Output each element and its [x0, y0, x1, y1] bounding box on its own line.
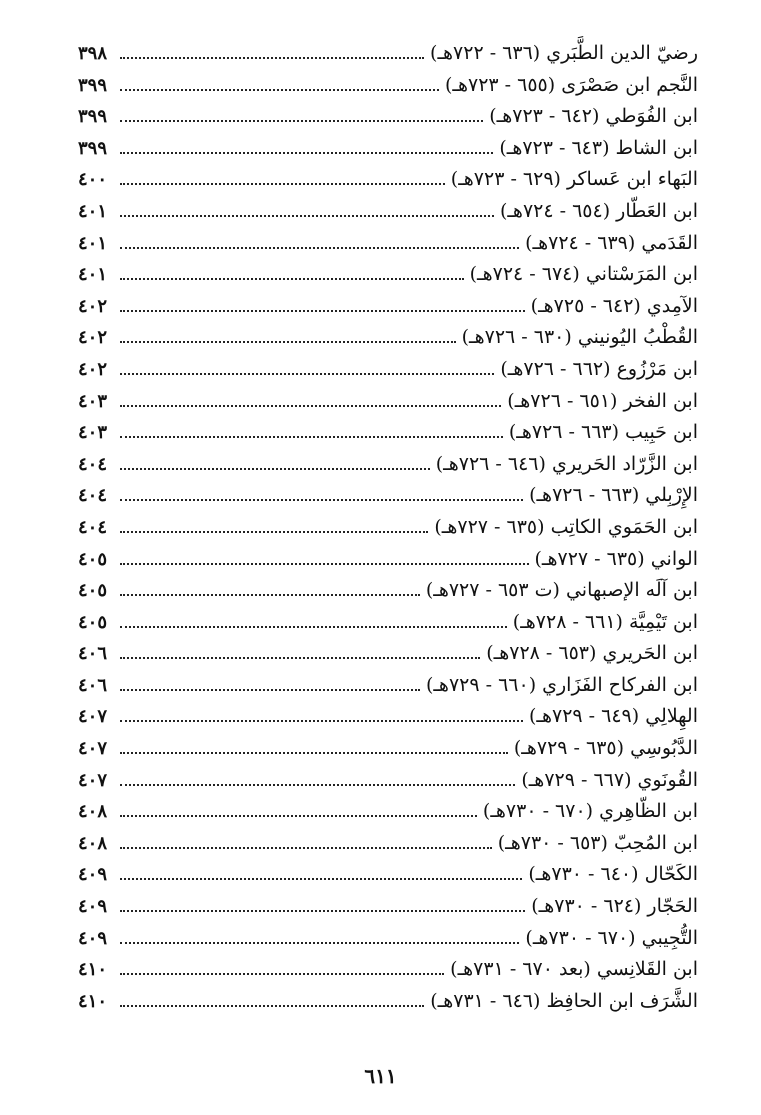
toc-entry: [78, 670, 698, 702]
toc-entry-title: ابن الظّاهِري (٦٧٠ - ٧٣٠هـ): [482, 800, 698, 823]
dot-leader: [120, 310, 525, 312]
table-of-contents: [78, 38, 698, 1017]
dot-leader: [120, 373, 494, 375]
toc-entry: [78, 228, 698, 260]
toc-entry-title: ابن تَيْمِيَّة (٦٦١ - ٧٢٨هـ): [512, 610, 698, 633]
toc-entry-title: ابن المُحِبّ (٦٥٣ - ٧٣٠هـ): [497, 831, 698, 854]
dot-leader: [120, 815, 477, 817]
toc-entry: [78, 638, 698, 670]
toc-entry-page: ٤٠٧: [78, 738, 108, 760]
toc-entry-title: الإِرْبِلي (٦٦٣ - ٧٢٦هـ): [529, 484, 698, 507]
toc-entry: [78, 765, 698, 797]
toc-entry-page: ٤٠٢: [78, 295, 108, 317]
toc-entry-page: ٤٠١: [78, 232, 108, 254]
dot-leader: [120, 910, 525, 912]
toc-entry-page: ٤٠٥: [78, 580, 108, 602]
toc-entry-page: ٤٠١: [78, 264, 108, 286]
toc-entry-title: ابن القَلانِسي (بعد ٦٧٠ - ٧٣١هـ): [450, 958, 698, 981]
toc-entry: [78, 986, 698, 1018]
toc-entry-title: البَهاء ابن عَساكر (٦٢٩ - ٧٢٣هـ): [450, 168, 698, 191]
toc-entry-page: ٤١٠: [78, 959, 108, 981]
dot-leader: [120, 215, 494, 217]
toc-entry-title: الدَّبُوسِي (٦٣٥ - ٧٢٩هـ): [513, 737, 698, 760]
toc-entry: [78, 923, 698, 955]
toc-entry: [78, 954, 698, 986]
toc-entry-title: ابن الفخر (٦٥١ - ٧٢٦هـ): [507, 389, 698, 412]
toc-entry: [78, 828, 698, 860]
dot-leader: [120, 942, 519, 944]
toc-entry: [78, 449, 698, 481]
toc-entry-page: ٣٩٩: [78, 106, 108, 128]
toc-entry: [78, 38, 698, 70]
toc-entry-page: ٤٠٥: [78, 548, 108, 570]
dot-leader: [120, 499, 523, 501]
dot-leader: [120, 689, 420, 691]
dot-leader: [120, 152, 493, 154]
dot-leader: [120, 247, 519, 249]
toc-entry-title: القُطْبُ اليُونيني (٦٣٠ - ٧٢٦هـ): [461, 326, 698, 349]
toc-entry: [78, 575, 698, 607]
toc-entry-page: ٤٠٦: [78, 643, 108, 665]
dot-leader: [120, 468, 430, 470]
dot-leader: [120, 847, 492, 849]
dot-leader: [120, 436, 503, 438]
dot-leader: [120, 752, 508, 754]
toc-entry: [78, 733, 698, 765]
dot-leader: [120, 784, 515, 786]
dot-leader: [120, 57, 424, 59]
toc-entry-title: ابن حَبِيب (٦٦٣ - ٧٢٦هـ): [508, 421, 698, 444]
toc-entry: [78, 386, 698, 418]
toc-entry-title: ابن المَرَسْتاني (٦٧٤ - ٧٢٤هـ): [469, 263, 698, 286]
dot-leader: [120, 341, 456, 343]
toc-entry-title: ابن الفُوَطي (٦٤٢ - ٧٢٣هـ): [489, 105, 698, 128]
dot-leader: [120, 720, 523, 722]
toc-entry: [78, 480, 698, 512]
dot-leader: [120, 626, 507, 628]
toc-entry-page: ٤٠٤: [78, 453, 108, 475]
toc-page: [78, 38, 698, 1017]
toc-entry-title: رضيّ الدين الطَّبَري (٦٣٦ - ٧٢٢هـ): [430, 42, 698, 64]
toc-entry: [78, 322, 698, 354]
toc-entry: [78, 259, 698, 291]
toc-entry-title: ابن الحَريري (٦٥٣ - ٧٢٨هـ): [486, 642, 698, 665]
dot-leader: [120, 278, 464, 280]
toc-entry-title: ابن مَرْزُوع (٦٦٢ - ٧٢٦هـ): [500, 357, 698, 380]
dot-leader: [120, 183, 445, 185]
toc-entry: [78, 796, 698, 828]
toc-entry-page: ٣٩٩: [78, 137, 108, 159]
toc-entry-page: ٣٩٩: [78, 74, 108, 96]
dot-leader: [120, 594, 420, 596]
toc-entry: [78, 133, 698, 165]
toc-entry-page: ٤٠٨: [78, 801, 108, 823]
toc-entry-title: ابن آلَه الإصبهاني (ت ٦٥٣ - ٧٢٧هـ): [425, 579, 698, 602]
toc-entry: [78, 891, 698, 923]
toc-entry: [78, 291, 698, 323]
toc-entry-page: ٣٩٨: [78, 43, 108, 64]
toc-entry-title: النَّجم ابن صَصْرَى (٦٥٥ - ٧٢٣هـ): [445, 73, 698, 96]
toc-entry-page: ٤٠٥: [78, 611, 108, 633]
dot-leader: [120, 878, 522, 880]
dot-leader: [120, 563, 529, 565]
page-number: ٦١١: [364, 1064, 397, 1088]
toc-entry-page: ٤٠٢: [78, 358, 108, 380]
toc-entry-page: ٤٠٧: [78, 769, 108, 791]
toc-entry: [78, 354, 698, 386]
dot-leader: [120, 973, 444, 975]
dot-leader: [120, 120, 483, 122]
toc-entry-title: الواني (٦٣٥ - ٧٢٧هـ): [534, 547, 698, 570]
toc-entry-page: ٤١٠: [78, 990, 108, 1012]
toc-entry: [78, 859, 698, 891]
toc-entry-page: ٤٠٣: [78, 390, 108, 412]
toc-entry-page: ٤٠٦: [78, 674, 108, 696]
toc-entry: [78, 196, 698, 228]
toc-entry-title: الكَحّال (٦٤٠ - ٧٣٠هـ): [528, 863, 698, 886]
toc-entry-title: التُّجِيبي (٦٧٠ - ٧٣٠هـ): [525, 926, 698, 949]
toc-entry-title: الحَجّار (٦٢٤ - ٧٣٠هـ): [531, 895, 698, 918]
toc-entry-page: ٤٠٨: [78, 832, 108, 854]
dot-leader: [120, 405, 501, 407]
toc-entry-title: ابن الفركاح الفَزَاري (٦٦٠ - ٧٢٩هـ): [425, 673, 698, 696]
toc-entry: [78, 101, 698, 133]
toc-entry: [78, 701, 698, 733]
toc-entry: [78, 512, 698, 544]
toc-entry-title: ابن الشاط (٦٤٣ - ٧٢٣هـ): [499, 136, 698, 159]
toc-entry-page: ٤٠٢: [78, 327, 108, 349]
toc-entry: [78, 544, 698, 576]
toc-entry-page: ٤٠٩: [78, 896, 108, 918]
toc-entry: [78, 607, 698, 639]
toc-entry-title: ابن الزَّرّاد الحَريري (٦٤٦ - ٧٢٦هـ): [435, 452, 698, 475]
toc-entry: [78, 417, 698, 449]
toc-entry-title: الآمِدي (٦٤٢ - ٧٢٥هـ): [530, 294, 698, 317]
dot-leader: [120, 531, 428, 533]
toc-entry: [78, 70, 698, 102]
toc-entry-page: ٤٠٠: [78, 169, 108, 191]
toc-entry-title: الشَّرَف ابن الحافِظ (٦٤٦ - ٧٣١هـ): [430, 989, 698, 1012]
toc-entry-title: ابن العَطّار (٦٥٤ - ٧٢٤هـ): [499, 199, 698, 222]
toc-entry-page: ٤٠١: [78, 200, 108, 222]
toc-entry-title: القُونَوي (٦٦٧ - ٧٢٩هـ): [521, 768, 698, 791]
toc-entry-page: ٤٠٤: [78, 485, 108, 507]
toc-entry-page: ٤٠٤: [78, 516, 108, 538]
toc-entry: [78, 164, 698, 196]
toc-entry-page: ٤٠٧: [78, 706, 108, 728]
toc-entry-page: ٤٠٣: [78, 422, 108, 444]
toc-entry-title: ابن الحَمَوي الكاتِب (٦٣٥ - ٧٢٧هـ): [434, 515, 698, 538]
toc-entry-title: الهِلالِي (٦٤٩ - ٧٢٩هـ): [529, 705, 698, 728]
toc-entry-title: القَدَمي (٦٣٩ - ٧٢٤هـ): [525, 231, 698, 254]
toc-entry-page: ٤٠٩: [78, 927, 108, 949]
dot-leader: [120, 89, 439, 91]
dot-leader: [120, 657, 480, 659]
dot-leader: [120, 1005, 424, 1007]
toc-entry-page: ٤٠٩: [78, 864, 108, 886]
